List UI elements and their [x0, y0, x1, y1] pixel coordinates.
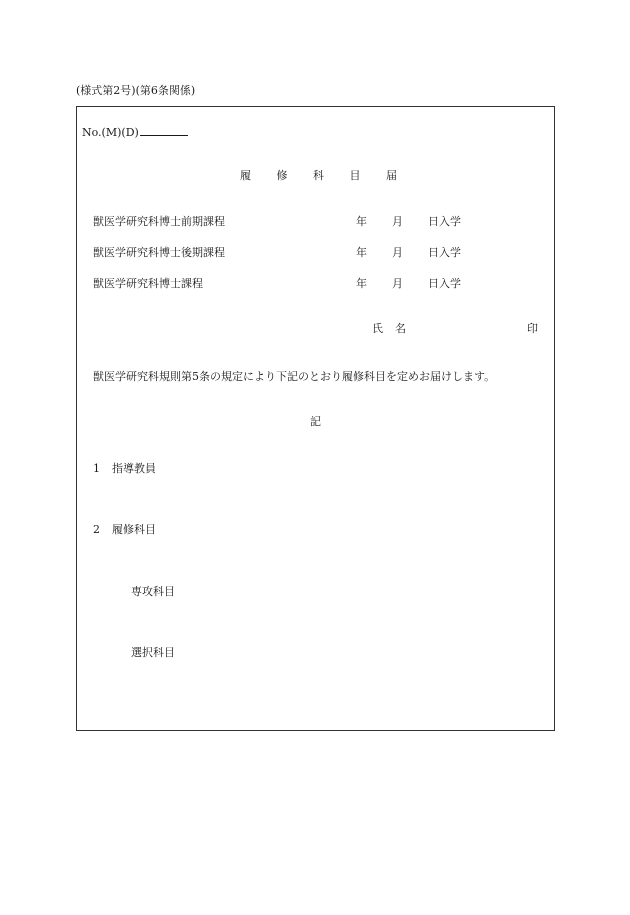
item-number: 1 [93, 462, 100, 475]
document-number-blank[interactable] [140, 124, 188, 136]
month-label: 月 [392, 246, 403, 259]
form-number-label: (様式第2号)(第6条関係) [76, 84, 196, 97]
item-courses-label: 履修科目 [112, 523, 156, 536]
day-label: 日入学 [428, 215, 461, 228]
seal-label: 印 [527, 322, 538, 335]
course-name-doctoral: 獣医学研究科博士課程 [93, 277, 203, 290]
month-label: 月 [392, 277, 403, 290]
course-name-doctoral-later: 獣医学研究科博士後期課程 [93, 246, 225, 259]
month-label: 月 [392, 215, 403, 228]
year-label: 年 [356, 246, 367, 259]
document-number [82, 124, 188, 140]
enrollment-date-master [356, 215, 461, 229]
year-label: 年 [356, 215, 367, 228]
document-number-label: No.(M)(D) [82, 126, 139, 139]
course-name-master: 獣医学研究科博士前期課程 [93, 215, 225, 228]
title-char: 修 [276, 169, 288, 182]
name-field-label [372, 322, 406, 336]
year-label: 年 [356, 277, 367, 290]
day-label: 日入学 [428, 246, 461, 259]
form-title [240, 169, 397, 183]
title-char: 目 [349, 169, 361, 182]
title-char: 届 [386, 169, 397, 182]
enrollment-date-doctoral [356, 277, 461, 291]
sub-item-major-courses: 専攻科目 [131, 585, 175, 598]
ki-heading: 記 [310, 415, 321, 428]
item-advisor-label: 指導教員 [112, 462, 156, 475]
enrollment-date-doctoral-later [356, 246, 461, 260]
item-number: 2 [93, 523, 100, 536]
day-label: 日入学 [428, 277, 461, 290]
sub-item-elective-courses: 選択科目 [131, 646, 175, 659]
title-char: 履 [240, 169, 251, 182]
statement-text: 獣医学研究科規則第5条の規定により下記のとおり履修科目を定めお届けします。 [93, 370, 496, 383]
name-label-second: 名 [395, 322, 406, 335]
name-label-first: 氏 [372, 322, 383, 335]
title-char: 科 [313, 169, 324, 182]
